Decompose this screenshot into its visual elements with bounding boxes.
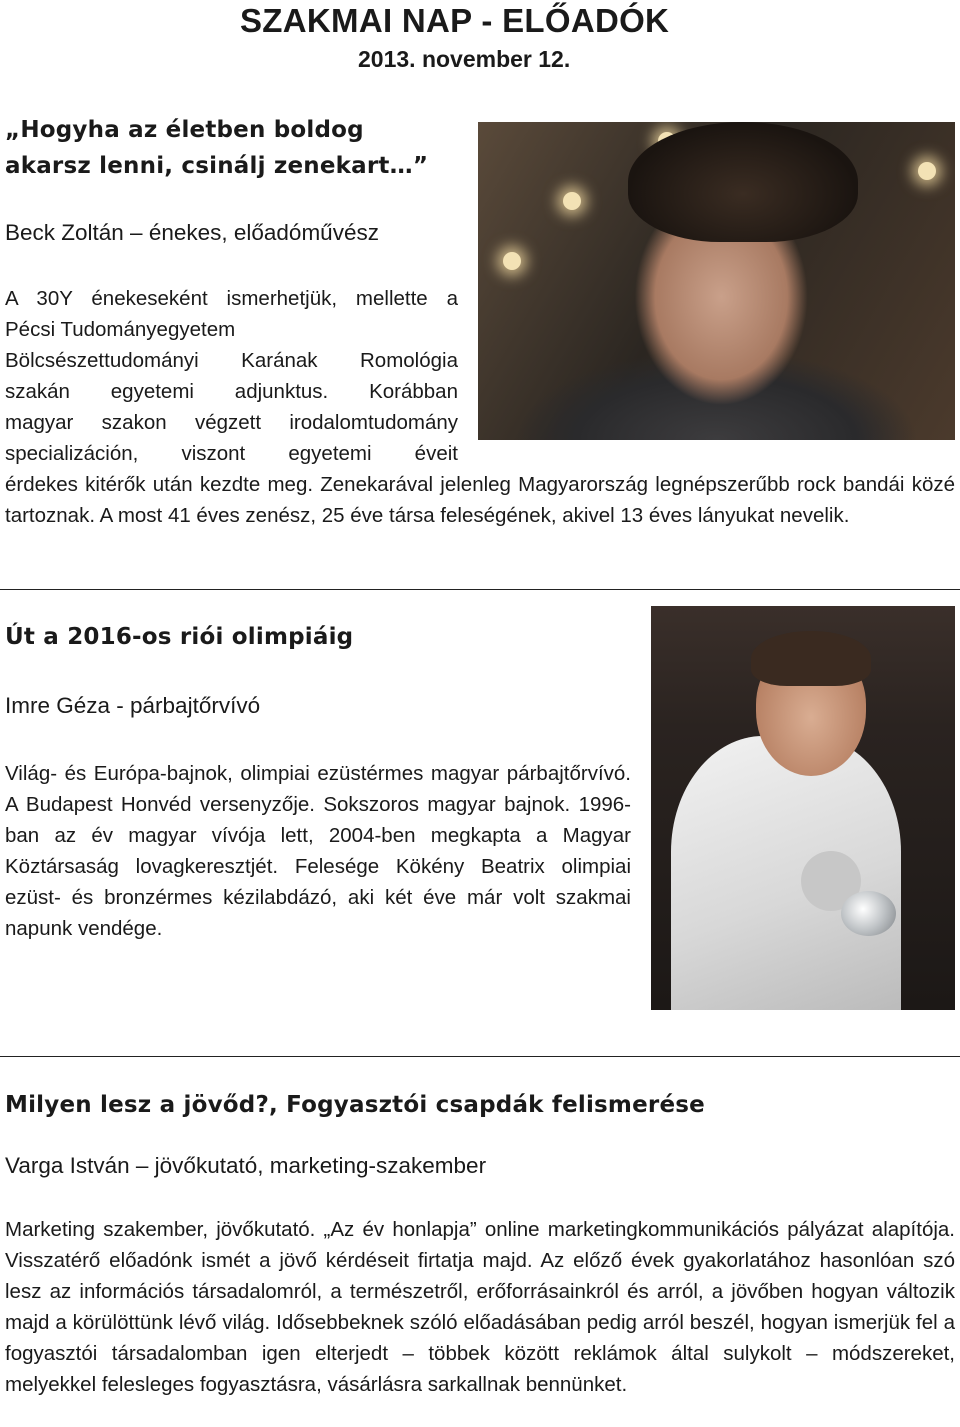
background-light	[918, 162, 936, 180]
page-title: SZAKMAI NAP - ELŐADÓK	[240, 2, 670, 39]
section1-speaker: Beck Zoltán – énekes, előadóművész	[5, 220, 379, 245]
section2-speaker: Imre Géza - párbajtőrvívó	[5, 693, 261, 718]
section1-heading-line1: „Hogyha az életben boldog	[5, 117, 364, 143]
portrait-hair	[751, 631, 871, 686]
section3-heading: Milyen lesz a jövőd?, Fogyasztói csapdák felismerése	[5, 1092, 705, 1118]
background-light	[503, 252, 521, 270]
section1-paragraph-bottom: érdekes kitérők után kezdte meg. Zenekarával jelenleg Magyarország legnépszerűbb rock bandái közé tartoznak. A most 41 éves zenész, 25 éve társa feleségének, akivel 13 éves lányukat nevelik.	[5, 473, 955, 527]
section1-line-1: A 30Y énekeseként ismerhetjük, mellette a	[5, 287, 458, 310]
imre-geza-photo	[651, 606, 955, 1010]
section1-line-6: specializáción, viszont egyetemi éveit	[5, 442, 458, 465]
section1-paragraph-top	[5, 283, 458, 469]
section1-line-4: szakán egyetemi adjunktus. Korábban	[5, 380, 458, 403]
epee-guard	[841, 891, 896, 936]
fencing-jacket	[671, 736, 901, 1010]
section1-line-3: Bölcsészettudományi Karának Romológia	[5, 349, 458, 372]
section-divider	[0, 589, 960, 590]
event-date: 2013. november 12.	[358, 46, 571, 72]
section3-paragraph: Marketing szakember, jövőkutató. „Az év honlapja” online marketingkommunikációs pályázat alapítója. Visszatérő előadónk ismét a jövő kérdéseit firtatja majd. Az előző évek gyakorlatához hasonlóan szó lesz az információs társadalomról, a természetről, erőforrásainkról és arról, a jövőben hogyan változik majd a körülöttünk lévő világ. Idősebbeknek szóló előadásában pedig arról beszél, hogyan ismerjük fel a fogyasztói társadalomban igen elterjedt – többek között reklámok által sulykolt – módszereket, melyekkel felesleges fogyasztásra, vásárlásra sarkallnak bennünket.	[5, 1218, 955, 1396]
beck-zoltan-photo	[478, 122, 955, 440]
section1-line-5: magyar szakon végzett irodalomtudomány	[5, 411, 458, 434]
section3-speaker: Varga István – jövőkutató, marketing-szakember	[5, 1153, 487, 1178]
section1-line-2: Pécsi Tudományegyetem	[5, 318, 236, 341]
section2-paragraph: Világ- és Európa-bajnok, olimpiai ezüstérmes magyar párbajtőrvívó. A Budapest Honvéd versenyzője. Sokszoros magyar bajnok. 1996-ban az év magyar vívója lett, 2004-ben megkapta a Magyar Köztársaság lovagkeresztjét. Felesége Kökény Beatrix olimpiai ezüst- és bronzérmes kézilabdázó, aki két éve már volt szakmai napunk vendége.	[5, 762, 631, 940]
section2-heading: Út a 2016-os riói olimpiáig	[5, 624, 354, 650]
background-light	[563, 192, 581, 210]
section1-heading-line2: akarsz lenni, csinálj zenekart…”	[5, 153, 429, 179]
portrait-hair	[628, 122, 858, 242]
section-divider	[0, 1056, 960, 1057]
